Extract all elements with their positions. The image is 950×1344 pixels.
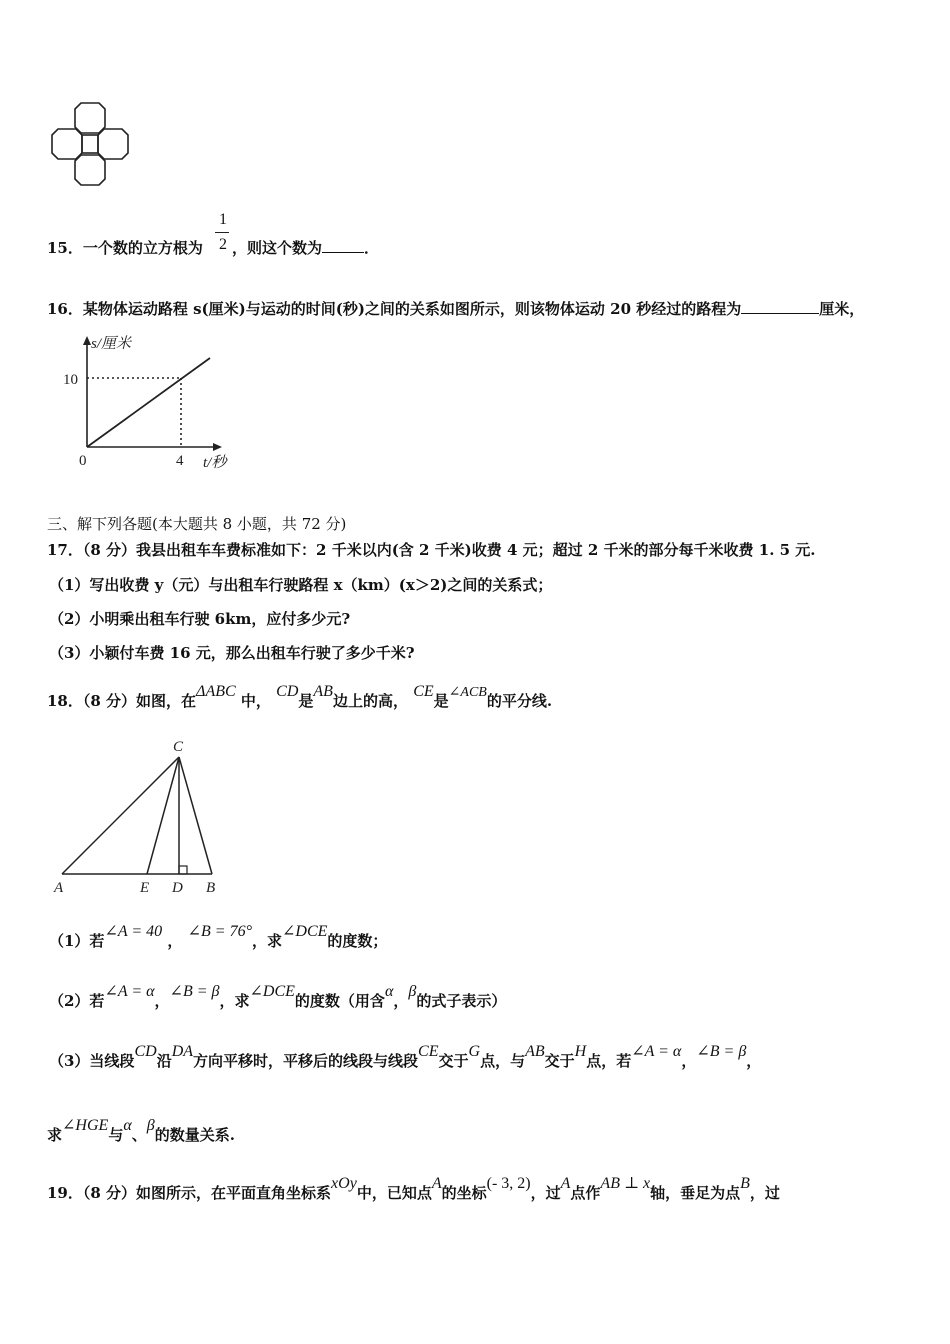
q18-p3-beta: β — [146, 1117, 155, 1134]
q18-shi2: 是 — [433, 692, 449, 710]
label-c: C — [173, 739, 184, 755]
series-line — [87, 358, 210, 447]
q18-p1-post: 的度数； — [327, 932, 388, 950]
q18-p1-angle-b: ∠B = 76° — [187, 923, 252, 940]
label-d: D — [172, 880, 183, 896]
triangle-figure — [48, 735, 228, 900]
q18-p3-ce: CE — [418, 1043, 439, 1060]
octagon-right — [98, 129, 128, 159]
q15-end: ． — [364, 239, 380, 257]
q18-p2-comma2: ， — [393, 992, 409, 1010]
q18-p2-comma: ， — [154, 992, 170, 1010]
q19-t2: 的坐标 — [441, 1184, 487, 1202]
q18-p2-post: 的度数（用含 — [294, 992, 385, 1010]
x-tick-4: 4 — [176, 453, 184, 469]
q18-gao: 边上的高， — [332, 692, 408, 710]
y-tick-10: 10 — [63, 372, 78, 388]
q15-frac-num: 1 — [219, 211, 227, 228]
q18-p2-alpha: α — [384, 983, 394, 1000]
q18-p3-comma2: ， — [746, 1052, 762, 1070]
q19-head: 19．（8 分）如图所示，在平面直角坐标系 — [47, 1184, 332, 1202]
question-18-head — [47, 683, 553, 711]
x-axis-label: t/秒 — [203, 455, 227, 471]
question-18-part-2 — [49, 983, 507, 1011]
side-bc — [179, 757, 212, 874]
center-square — [82, 135, 98, 153]
q19-t6: ，过 — [749, 1184, 780, 1202]
q18-p3-end: 的数量关系. — [154, 1126, 235, 1144]
bisector-ce — [147, 757, 179, 874]
q18-p2-angle-b: ∠B = β — [169, 983, 220, 1000]
q18-p2-beta: β — [408, 983, 417, 1000]
question-18-part-3-cont — [47, 1117, 235, 1145]
q18-p3-hge: ∠HGE — [62, 1117, 109, 1134]
label-a: A — [54, 880, 64, 896]
q18-number: 18．（8 分）如图，在 — [47, 692, 197, 710]
q19-t3: ，过 — [530, 1184, 561, 1202]
q19-a: A — [431, 1175, 442, 1192]
q19-xoy: xOy — [331, 1175, 357, 1192]
q18-p1-dce: ∠DCE — [282, 923, 328, 940]
question-19 — [47, 1175, 780, 1203]
q19-b: B — [740, 1175, 750, 1192]
octagon-bottom — [75, 155, 105, 185]
q19-t1: 中，已知点 — [356, 1184, 432, 1202]
q15-pre: 一个数的立方根为 — [82, 239, 203, 257]
q19-t4: 点作 — [570, 1184, 601, 1202]
question-17-part-2: （2）小明乘出租车行驶 6km，应付多少元? — [49, 610, 351, 628]
question-17-part-1: （1）写出收费 y（元）与出租车行驶路程 x（km）(x＞2)之间的关系式； — [49, 576, 553, 594]
q15-frac-bar — [215, 232, 229, 233]
octagon-left — [52, 129, 82, 159]
q15-frac-den: 2 — [219, 236, 227, 253]
question-15 — [47, 237, 203, 258]
q18-triangle: ΔABC — [196, 683, 236, 700]
q18-ce: CE — [413, 683, 434, 700]
q18-p3-t1: 方向平移时，平移后的线段与线段 — [193, 1052, 419, 1070]
q15-number: 15． — [47, 239, 83, 257]
q18-zhong: 中， — [240, 692, 271, 710]
q18-p3-h: H — [574, 1043, 587, 1060]
q16-unit: 厘米， — [819, 300, 865, 318]
q18-p3-dun: 、 — [131, 1126, 147, 1144]
q16-number: 16． — [47, 300, 83, 318]
q18-fen: 的平分线. — [486, 692, 553, 710]
octagon-figure — [50, 100, 130, 188]
q18-p2-pre: （2）若 — [49, 992, 105, 1010]
q18-p3-comma: ， — [681, 1052, 697, 1070]
q18-p1-comma: ， — [167, 932, 183, 950]
octagon-top — [75, 103, 105, 133]
q19-coord: (- 3, 2) — [486, 1175, 531, 1192]
q18-acb: ∠ACB — [448, 685, 487, 700]
q18-p3-qiu: 求 — [47, 1126, 63, 1144]
q18-p3-angle-a: ∠A = α — [631, 1043, 682, 1060]
label-b: B — [206, 880, 216, 896]
q18-p3-angle-b: ∠B = β — [696, 1043, 747, 1060]
q18-p3-yu: 与 — [108, 1126, 124, 1144]
q19-perp: AB ⊥ x — [600, 1175, 651, 1192]
q18-ab: AB — [313, 683, 333, 700]
q18-p3-jiao: 交于 — [438, 1052, 469, 1070]
q18-p3-cd: CD — [134, 1043, 157, 1060]
q18-p2-qiu: ，求 — [219, 992, 250, 1010]
question-17-part-3: （3）小颖付车费 16 元，那么出租车行驶了多少千米? — [49, 644, 415, 662]
right-angle-mark — [179, 866, 187, 874]
distance-time-graph — [55, 330, 255, 475]
q18-p1-pre: （1）若 — [49, 932, 105, 950]
q15-rest — [232, 237, 379, 258]
q18-cd: CD — [276, 683, 299, 700]
q18-shi: 是 — [298, 692, 314, 710]
q18-p2-post2: 的式子表示） — [416, 992, 507, 1010]
question-18-part-1 — [49, 923, 388, 951]
q18-p3-g: G — [468, 1043, 481, 1060]
q18-p3-dian2: 点，若 — [586, 1052, 632, 1070]
question-18-part-3 — [49, 1043, 762, 1071]
side-ac — [62, 757, 179, 874]
label-e: E — [140, 880, 150, 896]
q15-post: ，则这个数为 — [232, 239, 323, 257]
question-16 — [47, 298, 864, 319]
q18-p1-qiu: ，求 — [251, 932, 282, 950]
q18-p2-dce: ∠DCE — [249, 983, 295, 1000]
q19-a2: A — [560, 1175, 571, 1192]
q18-p1-angle-a: ∠A = 40 — [104, 923, 163, 940]
q18-p3-yan: 沿 — [156, 1052, 172, 1070]
q15-answer-blank[interactable] — [322, 238, 364, 253]
q18-p3-jiao2: 交于 — [544, 1052, 575, 1070]
origin-label: 0 — [79, 453, 87, 469]
q16-answer-blank[interactable] — [741, 299, 819, 314]
q18-p3-pre: （3）当线段 — [49, 1052, 135, 1070]
q18-p3-ab: AB — [525, 1043, 545, 1060]
q18-p3-dian: 点，与 — [480, 1052, 526, 1070]
q18-p2-angle-a: ∠A = α — [104, 983, 155, 1000]
question-17-head: 17．（8 分）我县出租车车费标准如下：2 千米以内(含 2 千米)收费 4 元；超过 2 千米的部分每千米收费 1. 5 元. — [47, 541, 816, 559]
section-3-title: 三、解下列各题(本大题共 8 小题，共 72 分) — [47, 515, 347, 533]
q18-p3-alpha: α — [123, 1117, 132, 1134]
y-axis-arrow — [83, 336, 91, 345]
q19-t5: 轴，垂足为点 — [650, 1184, 741, 1202]
y-axis-label: s/厘米 — [91, 336, 132, 352]
x-axis-arrow — [213, 443, 222, 451]
q18-p3-da: DA — [171, 1043, 194, 1060]
q16-text: 某物体运动路程 s(厘米)与运动的时间(秒)之间的关系如图所示，则该物体运动 20 秒经过的路程为 — [82, 300, 742, 318]
